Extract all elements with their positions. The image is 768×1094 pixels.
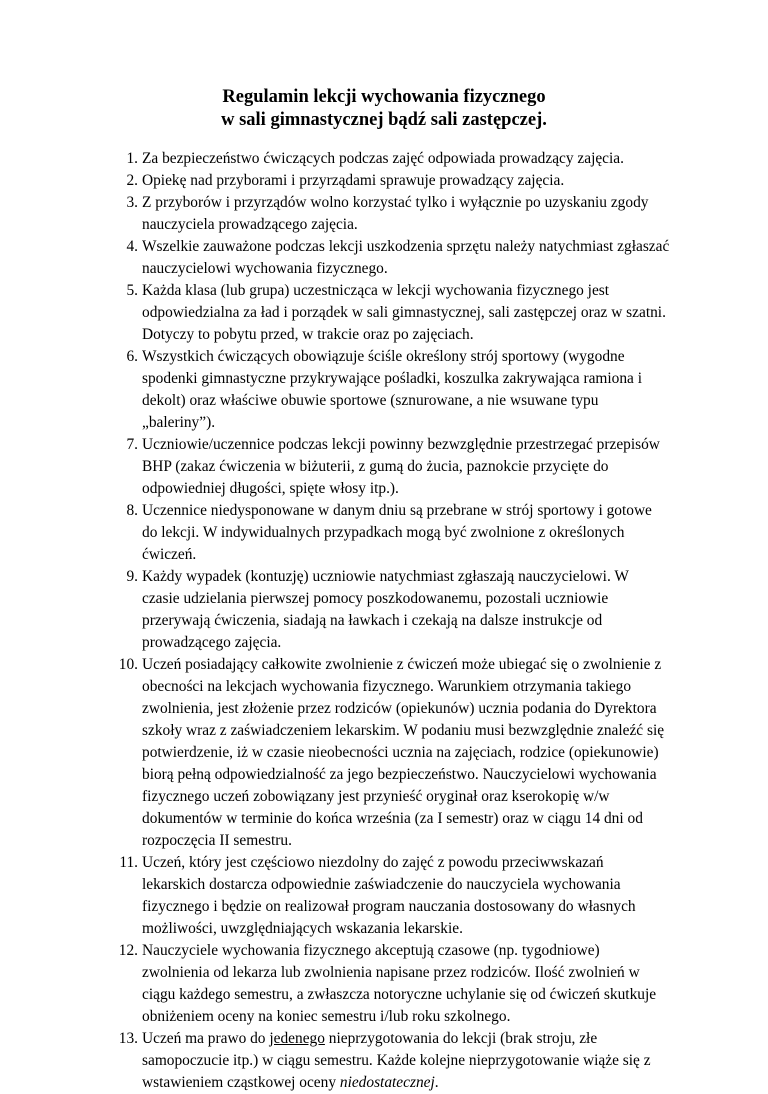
rule-number: 5.: [126, 282, 138, 299]
rule-item: [110, 654, 670, 852]
rule-item: [110, 346, 670, 434]
document-title: [0, 86, 768, 132]
rule-number: 12.: [118, 942, 138, 959]
rule-text: Każda klasa (lub grupa) uczestnicząca w lekcji wychowania fizycznego jest odpowiedzialna za ład i porządek w sali gimnastycznej, sali zastępczej oraz w szatni. Dotyczy to pobytu przed, w trakcie oraz po zajęciach.: [142, 282, 666, 343]
italic-word: niedostatecznej: [339, 1074, 435, 1091]
rule-number: 11.: [119, 854, 138, 871]
rule-text: Nauczyciele wychowania fizycznego akceptują czasowe (np. tygodniowe) zwolnienia od lekarza lub zwolnienia napisane przez rodziców. Ilość zwolnień w ciągu każdego semestru, a zwłaszcza notoryczne uchylanie się od ćwiczeń skutkuje obniżeniem oceny na koniec semestru i/lub roku szkolnego.: [142, 942, 657, 1025]
rule-item: [110, 280, 670, 346]
rule-number: 10.: [118, 656, 138, 673]
rule-number: 3.: [126, 194, 138, 211]
rule-item: [110, 940, 670, 1028]
rule-text-part: Uczeń ma prawo do: [142, 1030, 270, 1047]
rule-number: 9.: [126, 568, 138, 585]
rule-text: Z przyborów i przyrządów wolno korzystać tylko i wyłącznie po uzyskaniu zgody nauczyciela prowadzącego zajęcia.: [142, 194, 649, 233]
rule-item: [110, 148, 670, 170]
rule-text: Uczniowie/uczennice podczas lekcji powinny bezwzględnie przestrzegać przepisów BHP (zakaz ćwiczenia w biżuterii, z gumą do żucia, paznokcie przycięte do odpowiedniej długości, spięte włosy itp.).: [142, 436, 660, 497]
rule-text: Za bezpieczeństwo ćwiczących podczas zajęć odpowiada prowadzący zajęcia.: [142, 150, 624, 167]
rule-text: Opiekę nad przyborami i przyrządami sprawuje prowadzący zajęcia.: [142, 172, 565, 189]
rule-text: [142, 1028, 670, 1094]
underlined-word: jedenego: [269, 1030, 325, 1047]
rule-item: [110, 1028, 670, 1094]
rule-item: [110, 500, 670, 566]
rule-text-part: .: [434, 1074, 439, 1091]
title-line-2: w sali gimnastycznej bądź sali zastępczej.: [221, 110, 547, 130]
title-line-1: Regulamin lekcji wychowania fizycznego: [222, 87, 546, 107]
rule-number: 13.: [118, 1030, 138, 1047]
rule-number: 2.: [126, 172, 138, 189]
rule-text: Uczeń, który jest częściowo niezdolny do zajęć z powodu przeciwwskazań lekarskich dostarcza odpowiednie zaświadczenie do nauczyciela wychowania fizycznego i będzie on realizował program nauczania dostosowany do własnych możliwości, uwzględniających wskazania lekarskie.: [142, 854, 636, 937]
rule-number: 8.: [126, 502, 138, 519]
rule-number: 1.: [126, 150, 138, 167]
rule-text: Uczeń posiadający całkowite zwolnienie z ćwiczeń może ubiegać się o zwolnienie z obecności na lekcjach wychowania fizycznego. Warunkiem otrzymania takiego zwolnienia, jest złożenie przez rodziców (opiekunów) ucznia podania do Dyrektora szkoły wraz z zaświadczeniem lekarskim. W podaniu musi bezwzględnie znaleźć się potwierdzenie, iż w czasie nieobecności ucznia na zajęciach, rodzice (opiekunowie) biorą pełną odpowiedzialność za jego bezpieczeństwo. Nauczycielowi wychowania fizycznego uczeń zobowiązany jest przynieść oryginał oraz kserokopię w/w dokumentów w terminie do końca września (za I semestr) oraz w ciągu 14 dni od rozpoczęcia II semestru.: [142, 656, 665, 849]
rule-text-part: nieprzygotowania do lekcji (brak stroju, złe samopoczucie itp.) w ciągu semestru. Każde kolejne nieprzygotowanie wiąże się z wstawieniem cząstkowej oceny: [142, 1030, 651, 1091]
rule-item: [110, 434, 670, 500]
rule-item: [110, 236, 670, 280]
rule-item: [110, 170, 670, 192]
rules-list: [110, 148, 670, 1094]
rule-text: Uczennice niedysponowane w danym dniu są przebrane w strój sportowy i gotowe do lekcji. W indywidualnych przypadkach mogą być zwolnione z określonych ćwiczeń.: [142, 502, 652, 563]
rule-item: [110, 192, 670, 236]
rule-text: Wszelkie zauważone podczas lekcji uszkodzenia sprzętu należy natychmiast zgłaszać nauczycielowi wychowania fizycznego.: [142, 238, 670, 277]
rule-number: 6.: [126, 348, 138, 365]
rule-item: [110, 566, 670, 654]
rule-text: Wszystkich ćwiczących obowiązuje ściśle określony strój sportowy (wygodne spodenki gimnastyczne przykrywające pośladki, koszulka zakrywająca ramiona i dekolt) oraz właściwe obuwie sportowe (sznurowane, a nie wsuwane typu „baleriny”).: [142, 348, 643, 431]
rule-number: 4.: [126, 238, 138, 255]
rule-item: [110, 852, 670, 940]
rule-text: Każdy wypadek (kontuzję) uczniowie natychmiast zgłaszają nauczycielowi. W czasie udzielania pierwszej pomocy poszkodowanemu, pozostali uczniowie przerywają ćwiczenia, siadają na ławkach i czekają na dalsze instrukcje od prowadzącego zajęcia.: [142, 568, 629, 651]
rule-number: 7.: [126, 436, 138, 453]
